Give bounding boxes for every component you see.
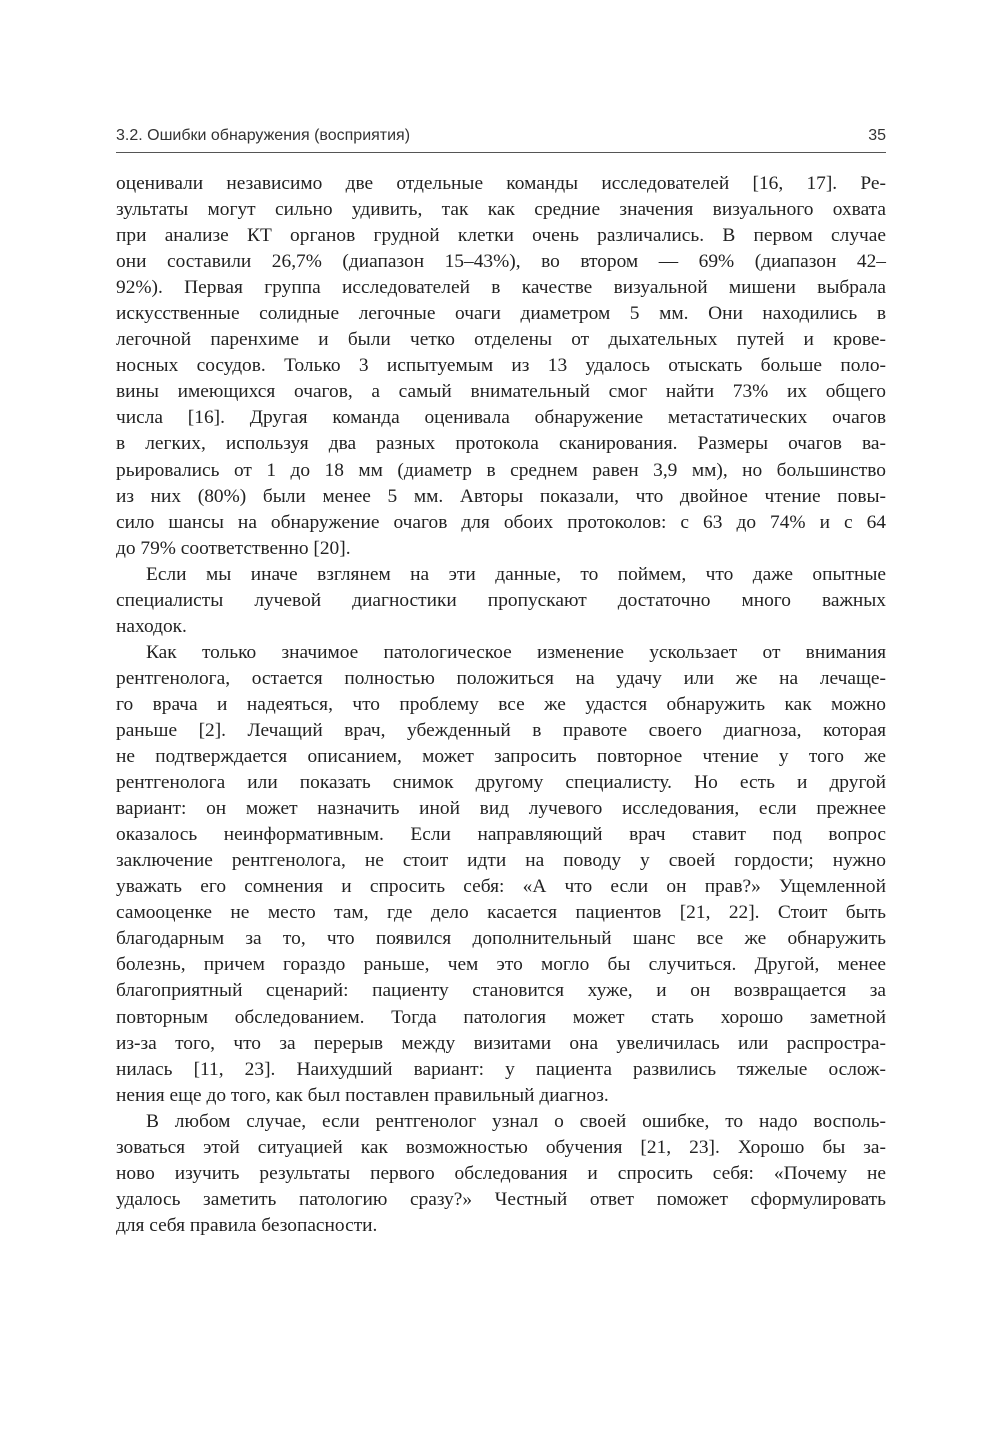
text-line: Как только значимое патологическое изменение ускользает от внимания (146, 641, 886, 663)
page-number: 35 (868, 127, 886, 144)
text-line: В любом случае, если рентгенолог узнал о своей ошибке, то надо восполь- (146, 1110, 886, 1132)
paragraph (116, 1109, 886, 1239)
section-title: 3.2. Ошибки обнаружения (восприятия) (116, 127, 411, 144)
text-line: 92%). Первая группа исследователей в качестве визуальной мишени выбрала (116, 277, 886, 299)
text-line: повторным обследованием. Тогда патология может стать хорошо заметной (116, 1006, 886, 1028)
text-line: оказалось неинформативным. Если направляющий врач ставит под вопрос (116, 824, 886, 846)
text-line: рентгенолога или показать снимок другому специалисту. Но есть и другой (116, 772, 886, 794)
text-line: нения еще до того, как был поставлен правильный диагноз. (116, 1084, 609, 1106)
text-line: в легких, используя два разных протокола сканирования. Размеры очагов ва- (116, 433, 886, 455)
text-line: при анализе КТ органов грудной клетки очень различались. В первом случае (116, 225, 886, 247)
text-line: сило шансы на обнаружение очагов для обоих протоколов: с 63 до 74% и с 64 (116, 511, 886, 533)
text-line: до 79% соответственно [20]. (116, 537, 351, 559)
text-line: болезнь, причем гораздо раньше, чем это могло бы случиться. Другой, менее (116, 954, 886, 976)
text-line: вины имеющихся очагов, а самый внимательный смог найти 73% их общего (116, 381, 886, 403)
text-line: благодарным за то, что появился дополнительный шанс все же обнаружить (116, 928, 886, 950)
text-line: из них (80%) были менее 5 мм. Авторы показали, что двойное чтение повы- (116, 485, 886, 507)
text-line: они составили 26,7% (диапазон 15–43%), во втором — 69% (диапазон 42– (116, 251, 886, 273)
paragraph (116, 640, 886, 1109)
text-line: числа [16]. Другая команда оценивала обнаружение метастатических очагов (116, 407, 886, 429)
running-header (116, 124, 886, 153)
body-text (116, 171, 886, 1239)
text-line: Если мы иначе взглянем на эти данные, то поймем, что даже опытные (146, 563, 886, 585)
text-line: благоприятный сценарий: пациенту становится хуже, и он возвращается за (116, 980, 886, 1002)
text-line: зоваться этой ситуацией как возможностью обучения [21, 23]. Хорошо бы за- (116, 1136, 886, 1158)
text-line: самооценке не место там, где дело касается пациентов [21, 22]. Стоит быть (116, 902, 886, 924)
text-line: не подтверждается описанием, может запросить повторное чтение у того же (116, 746, 886, 768)
text-line: находок. (116, 615, 187, 637)
paragraph (116, 562, 886, 640)
text-line: из-за того, что за перерыв между визитами она увеличилась или распростра- (116, 1032, 886, 1054)
text-line: го врача и надеяться, что проблему все же удастся обнаружить как можно (116, 693, 886, 715)
text-line: заключение рентгенолога, не стоит идти на поводу у своей гордости; нужно (116, 850, 886, 872)
text-line: вариант: он может назначить иной вид лучевого исследования, если прежнее (116, 798, 886, 820)
text-line: оценивали независимо две отдельные команды исследователей [16, 17]. Ре- (116, 173, 886, 194)
text-line: зультаты могут сильно удивить, так как средние значения визуального охвата (116, 199, 886, 221)
text-line: нилась [11, 23]. Наихудший вариант: у пациента развились тяжелые ослож- (116, 1058, 886, 1080)
text-line: раньше [2]. Лечащий врач, убежденный в правоте своего диагноза, которая (116, 719, 886, 741)
text-line: для себя правила безопасности. (116, 1214, 378, 1236)
text-line: легочной паренхиме и были четко отделены от дыхательных путей и крове- (116, 329, 886, 351)
text-line: рьировались от 1 до 18 мм (диаметр в среднем равен 3,9 мм), но большинство (116, 459, 886, 481)
text-line: уважать его сомнения и спросить себя: «А что если он прав?» Ущемленной (116, 876, 886, 898)
text-line: носных сосудов. Только 3 испытуемым из 13 удалось отыскать больше поло- (116, 355, 886, 377)
text-line: рентгенолога, остается полностью положиться на удачу или же на лечаще- (116, 667, 886, 689)
text-line: специалисты лучевой диагностики пропускают достаточно много важных (116, 589, 886, 611)
text-line: удалось заметить патологию сразу?» Честный ответ поможет сформулировать (116, 1188, 886, 1210)
text-line: ново изучить результаты первого обследования и спросить себя: «Почему не (116, 1162, 886, 1184)
text-line: искусственные солидные легочные очаги диаметром 5 мм. Они находились в (116, 303, 886, 325)
paragraph (116, 171, 886, 562)
